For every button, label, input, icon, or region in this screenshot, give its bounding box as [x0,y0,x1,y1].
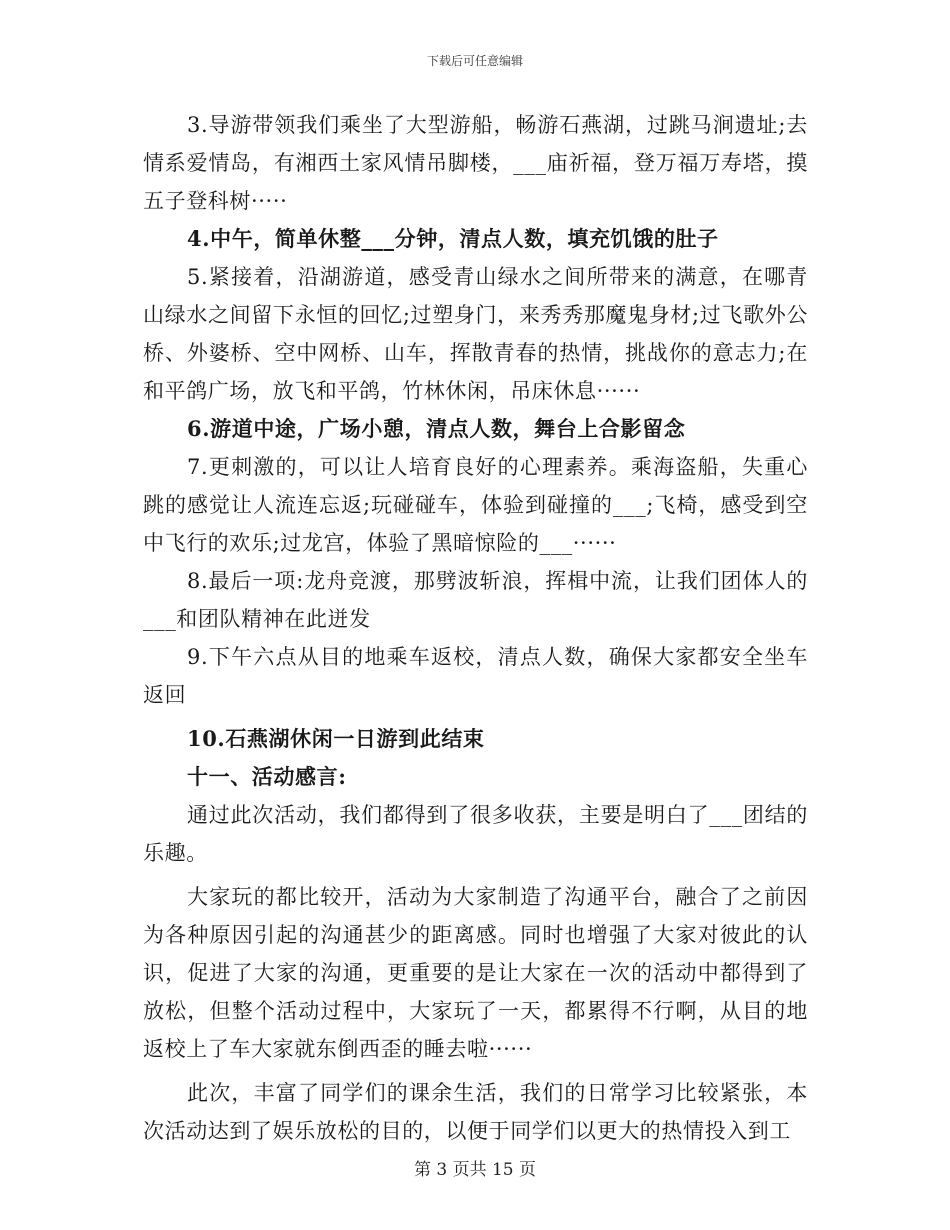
paragraph-reflection-3: 此次，丰富了同学们的课余生活，我们的日常学习比较紧张，本次活动达到了娱乐放松的目的，以便于同学们以更大的热情投入到工 [143,1081,808,1143]
paragraph-item-9: 9.下午六点从目的地乘车返校，清点人数，确保大家都安全坐车返回 [143,645,808,707]
paragraph-reflection-1: 通过此次活动，我们都得到了很多收获，主要是明白了___团结的乐趣。 [143,803,808,865]
page-header-note: 下载后可任意编辑 [426,54,523,68]
paragraph-item-7: 7.更刺激的，可以让人培育良好的心理素养。乘海盗船，失重心跳的感觉让人流连忘返;玩碰碰车，体验到碰撞的___;飞椅，感受到空中飞行的欢乐;过龙宫，体验了黑暗惊险的___······ [143,455,808,555]
page-number: 第 3 页共 15 页 [413,1160,537,1180]
paragraph-item-3: 3.导游带领我们乘坐了大型游船，畅游石燕湖，过跳马涧遗址;去情系爱情岛，有湘西土家风情吊脚楼，___庙祈福，登万福万寿塔，摸五子登科树····· [143,113,808,213]
paragraph-item-10: 10.石燕湖休闲一日游到此结束 [187,726,485,751]
paragraph-item-6: 6.游道中途，广场小憩，清点人数，舞台上合影留念 [187,416,686,441]
paragraph-reflection-2: 大家玩的都比较开，活动为大家制造了沟通平台，融合了之前因为各种原因引起的沟通甚少的距离感。同时也增强了大家对彼此的认识，促进了大家的沟通，更重要的是让大家在一次的活动中都得到了放松，但整个活动过程中，大家玩了一天，都累得不行啊，从目的地返校上了车大家就东倒西歪的睡去啦······ [143,885,808,1061]
document-body [143,106,808,1150]
paragraph-item-8: 8.最后一项:龙舟竞渡，那劈波斩浪，挥楫中流，让我们团体人的___和团队精神在此迸发 [143,569,808,631]
section-heading-reflections: 十一、活动感言: [187,764,347,789]
paragraph-item-5: 5.紧接着，沿湖游道，感受青山绿水之间所带来的满意，在哪青山绿水之间留下永恒的回忆;过塑身门，来秀秀那魔鬼身材;过飞歌外公桥、外婆桥、空中网桥、山车，挥散青春的热情，挑战你的意志力;在和平鸽广场，放飞和平鸽，竹林休闲，吊床休息······ [143,265,808,403]
paragraph-item-4: 4.中午，简单休整___分钟，清点人数，填充饥饿的肚子 [187,226,719,251]
